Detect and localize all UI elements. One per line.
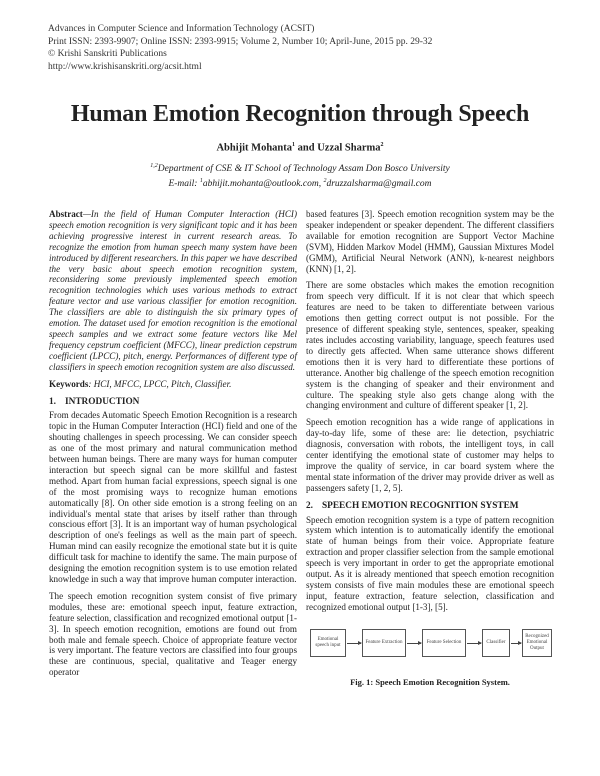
diagram-box-input: Emotional speech input: [310, 629, 346, 657]
authors: Abhijit Mohanta$^1$ and Uzzal Sharma$^2$: [216, 142, 384, 154]
arrow-icon: [467, 643, 481, 644]
diagram-box-output: Recognized Emotional Output: [522, 629, 552, 657]
paragraph: Speech emotion recognition system is a type of pattern recognition system which intention is to automatically identify the emotional state of human beings from their voice. Appropriate feature extraction and proper classifier selection from the sample emotional speech is very important in order to get the appropriate emotional output. As it is already mentioned that speech emotion recognition system consists of five main modules these are emotional speech input, feature extraction, feature selection, classification and recognized emotional output [1-3], [5].: [306, 514, 554, 612]
paragraph: based features [3]. Speech emotion recognition system may be the speaker independent or speaker dependent. The different classifiers available for emotion recognition are Support Vector Machine (SVM), Hidden Markov Model (HMM), Gaussian Mixtures Model (GMM), Artificial Neural Network (ANN), k-nearest neighbors (KNN) [1, 2].: [306, 209, 554, 274]
journal-issn: Print ISSN: 2393-9907; Online ISSN: 2393-9915; Volume 2, Number 10; April-June, 2015 pp. 29-32: [48, 36, 433, 47]
paragraph: There are some obstacles which makes the emotion recognition from speech very difficult. If it is not clear that which speech features are need to be taken to differentiate between various emotions then getting correct output is not possible. For the presence of different speaking style, sentences, speaker, speaking rates includes accosting variability, language, speech features used to directly gets affected. When same utterance shows different emotions then it is very hard to differentiate these portions of utterance. Another big challenge of the speech emotion recognition system is the changing of speaker and their environment and culture. The speaking style also gets change along with the changing environment and culture of different speaker [1, 2].: [306, 280, 554, 411]
department: Department of CSE & IT School of Technology Assam Don Bosco University: [157, 164, 450, 175]
email-2[interactable]: druzzalsharma@gmail.com: [326, 179, 432, 190]
paper-title: Human Emotion Recognition through Speech: [70, 101, 530, 127]
figure-caption: Fig. 1: Speech Emotion Recognition System.: [350, 676, 510, 687]
journal-header: [48, 23, 432, 73]
journal-url[interactable]: http://www.krishisanskriti.org/acsit.html: [48, 61, 202, 72]
journal-publisher: © Krishi Sanskriti Publications: [48, 49, 167, 60]
figure-diagram: [306, 621, 554, 673]
section-heading-introduction: 1. INTRODUCTION: [49, 396, 140, 407]
diagram-box-selection: Feature Selection: [422, 629, 466, 657]
diagram-box-extraction: Feature Extraction: [362, 629, 406, 657]
diagram-box-classifier: Classifier: [482, 629, 510, 657]
paragraph: Speech emotion recognition has a wide range of applications in day-to-day life, some of these are: lie detection, psychiatric diagnosis, conversation with robots, the intelligent toys, in call center identifying the emotional state of customer may helps to improve the quality of service, in car board system where the mental state information of the driver may provide driver as well as passengers safety [1, 2, 5].: [306, 417, 554, 493]
journal-name: Advances in Computer Science and Information Technology (ACSIT): [48, 24, 315, 34]
paragraph: The speech emotion recognition system consist of five primary modules, these are: emotional speech input, feature extraction, feature selection, classification and recognized emotional output [1-3]. In speech emotion recognition, emotions are found out from both male and female speech. Choice of appropriate feature vector is very important. The feature vectors are classified into four groups these are continuous, special, qualitative and Teager energy operator: [49, 590, 297, 678]
paragraph: From decades Automatic Speech Emotion Recognition is a research topic in the Human Computer Interaction (HCI) field and one of the shouting challenges in speech processing. We can consider speech as one of the most primary and natural communication method between human beings. There are many ways for human computer interaction but speech signal can be more skillful and fastest method. Apart from human facial expressions, speech signal is one of the most promising ways to recognize human emotions automatically [8]. On other side emotion is a strong feeling on an individual's mental state that arises by itself rather than through conscious effort [3]. It is an important way of human psychological description of one's feelings as well as the main part of speech. Human mind can easily recognize the emotional state but it is quite difficult task for machine to identify the same. The main purpose of designing the emotion recognition system is to use emotion related knowledge in such a way that improve human computer interaction.: [49, 410, 297, 584]
email-1[interactable]: abhijit.mohanta@outlook.com,: [202, 179, 324, 190]
arrow-icon: [407, 643, 421, 644]
section-heading-system: 2. SPEECH EMOTION RECOGNITION SYSTEM: [306, 500, 519, 511]
author-1: Abhijit Mohanta: [216, 142, 293, 154]
arrow-icon: [347, 643, 361, 644]
author-2: Uzzal Sharma: [317, 142, 381, 154]
arrow-icon: [511, 643, 521, 644]
abstract: Abstract—In the field of Human Computer Interaction (HCI) speech emotion recognition is very significant topic and it has been achieving progressive interest in current research areas. To recognize the emotion from human speech many system have been introduced by different researchers. In this paper we have described the very basic about speech emotion recognition system, reconsidering some previously implemented speech emotion recognition technologies which uses various methods to extract feature vector and use various classifier for emotion recognition. The classifiers are able to distinguish the six primary types of emotion. The dataset used for emotion recognition is the emotional speech samples and we extract some feature vectors like Mel frequency cepstrum coefficient (MFCC), linear prediction cepstrum coefficient (LPCC), pitch, energy. Performances of different type of classifiers in speech emotion recognition system are also discussed.: [49, 209, 297, 372]
right-column: [306, 209, 554, 688]
keywords: Keywords: HCI, MFCC, LPCC, Pitch, Classifier.: [49, 378, 232, 389]
affiliation: $^{1,2}$Department of CSE & IT School of Technology Assam Don Bosco University E-mail: $^1$abhijit.mohanta@outlook.com, $^2$druzzalsharma@gmail.com: [150, 163, 450, 190]
left-column: [49, 209, 297, 684]
